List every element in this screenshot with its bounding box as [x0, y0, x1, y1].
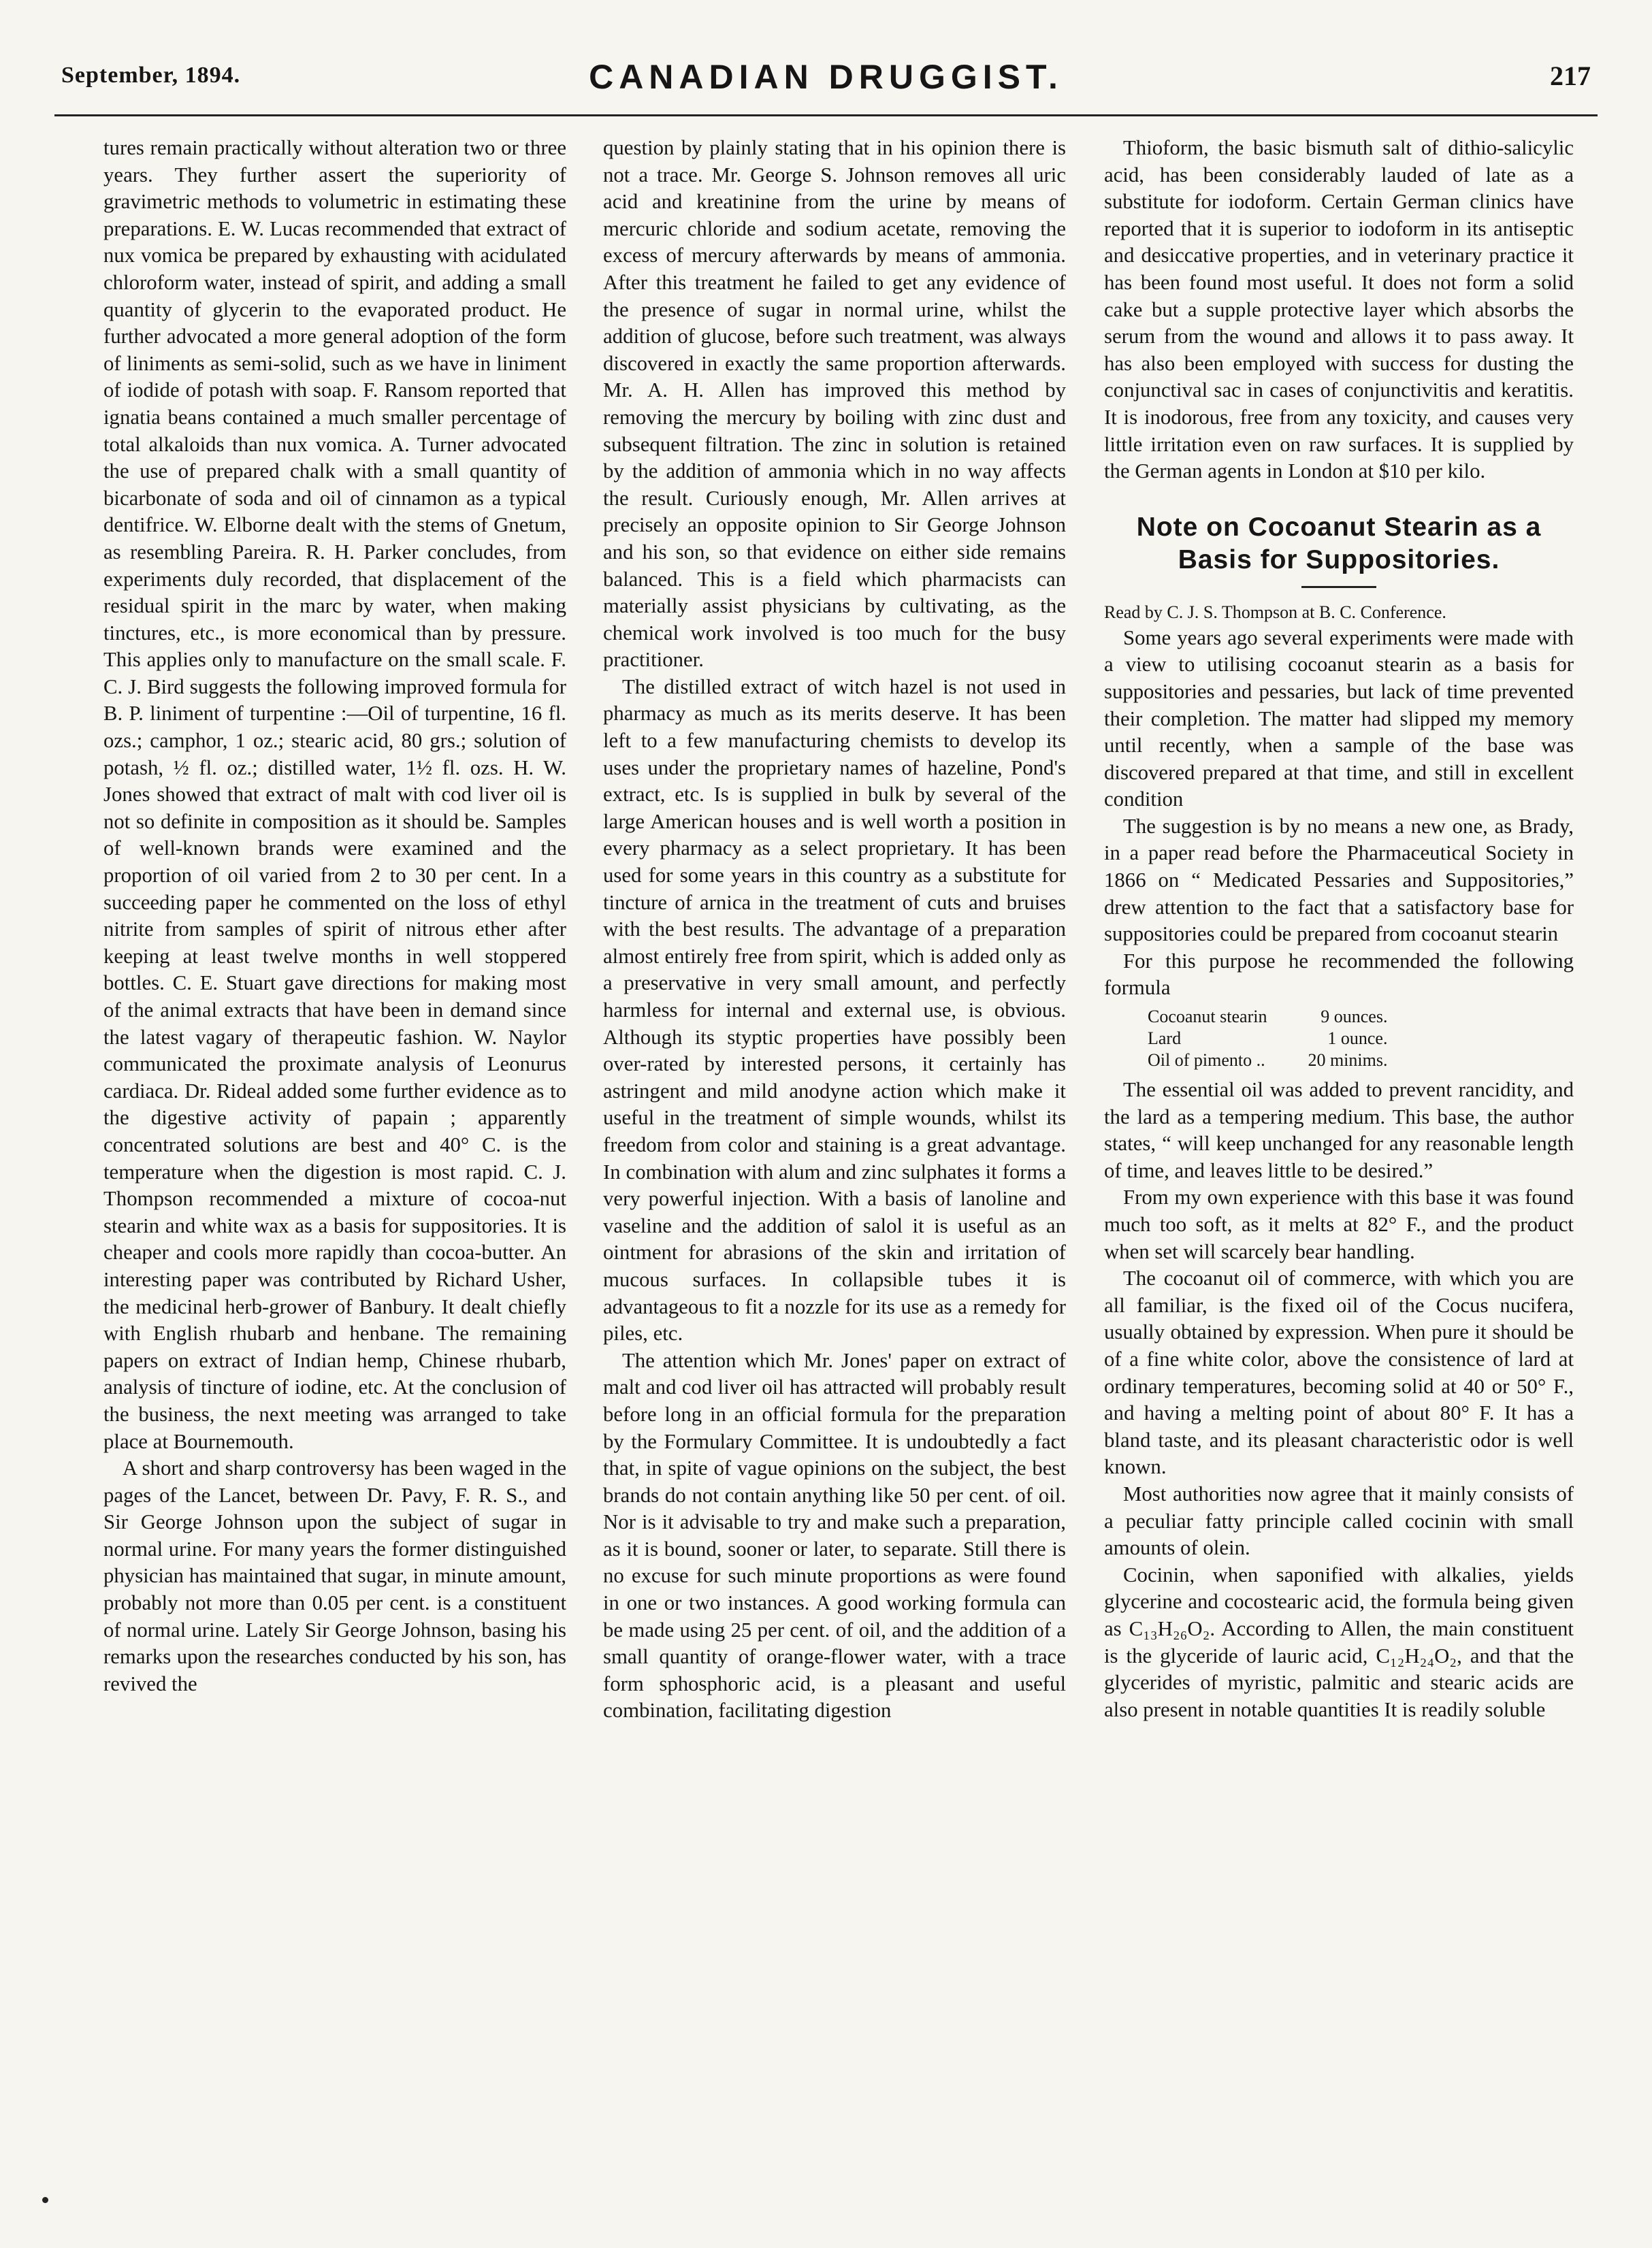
article-title: Note on Cocoanut Stearin as a Basis for Suppositories. [1136, 512, 1542, 574]
column-3 [1104, 135, 1574, 1723]
formula-item: Oil of pimento .. [1148, 1050, 1265, 1071]
ink-mark [42, 2197, 48, 2203]
formula-table [1148, 1006, 1387, 1071]
paragraph: The attention which Mr. Jones' paper on extract of malt and cod liver oil has attracted will probably result before long in an official formula for the preparation by the Formulary Committee. It is undoubtedly a fact that, in spite of vague opinions on the subject, the best brands do not contain anything like 50 per cent. of oil. Nor is it advisable to try and make such a preparation, as it is bound, sooner or later, to separate. Still there is no excuse for such minute proportions as were found in one or two instances. A good working formula can be made using 25 per cent. of oil, and the addition of a small quantity of orange-flower water, with a trace form sphosphoric acid, is a pleasant and useful combination, facilitating digestion [603, 1348, 1066, 1723]
paragraph: Most authorities now agree that it mainly consists of a peculiar fatty principle called cocinin with small amounts of olein. [1104, 1482, 1574, 1560]
paragraph: Some years ago several experiments were made with a view to utilising cocoanut stearin as a basis for suppositories and pessaries, but lack of time prevented their completion. The matter had slipped my memory until recently, when a sample of the base was discovered prepared at that time, and still in excellent condition [1104, 625, 1574, 811]
page-number: 217 [1550, 61, 1591, 91]
formula-row [1148, 1006, 1387, 1028]
paragraph: question by plainly stating that in his opinion there is not a trace. Mr. George S. Johnson removes all uric acid and kreatinine from the urine by means of mercuric chloride and sodium acetate, removing the excess of mercury afterwards by means of ammonia. After this treatment he failed to get any evidence of the presence of sugar in normal urine, whilst the addition of glucose, before such treatment, was always discovered in exactly the same proportion afterwards. Mr. A. H. Allen has improved this method by removing the mercury by boiling with zinc dust and subsequent filtration. The zinc in solution is retained by the addition of ammonia which in no way affects the result. Curiously enough, Mr. Allen arrives at precisely an opposite opinion to Sir George Johnson and his son, so that evidence on either side remains balanced. This is a field which pharmacists can materially assist physicians by cultivating, as the chemical work involved is too much for the busy practitioner. [603, 136, 1066, 672]
paragraph: From my own experience with this base it was found much too soft, as it melts at 82° F., and the product when set will scarcely bear handling. [1104, 1186, 1574, 1263]
paragraph: tures remain practically without alteration two or three years. They further assert the superiority of gravimetric methods to volumetric in estimating these preparations. E. W. Lucas recommended that extract of nux vomica be prepared by exhausting with acidulated chloroform water, instead of spirit, and adding a small quantity of glycerin to the evaporated product. He further advocated a more general adoption of the form of liniments as semi-solid, such as we have in liniment of iodide of potash with soap. F. Ransom reported that ignatia beans contained a much smaller percentage of total alkaloids than nux vomica. A. Turner advocated the use of prepared chalk with a small quantity of bicarbonate of soda and oil of cinnamon as a typical dentifrice. W. Elborne dealt with the stems of Gnetum, as resembling Pareira. R. H. Parker concludes, from experiments duly recorded, that displacement of the residual spirit in the marc by water, when making tinctures, etc., is more economical than by pressure. This applies only to manufacture on the small scale. F. C. J. Bird suggests the following improved formula for B. P. liniment of turpentine :—Oil of turpentine, 16 fl. ozs.; camphor, 1 oz.; stearic acid, 80 grs.; solution of potash, ½ fl. oz.; distilled water, 1½ fl. ozs. H. W. Jones showed that extract of malt with cod liver oil is not so definite in composition as it should be. Samples of well-known brands were examined and the proportion of oil varied from 2 to 30 per cent. In a succeeding paper he commented on the loss of ethyl nitrite from samples of spirit of nitrous ether after keeping at least twelve months in well stoppered bottles. C. E. Stuart gave directions for making most of the animal extracts that have been in demand since the latest vagary of therapeutic fashion. W. Naylor communicated the proximate analysis of Leonurus cardiaca. Dr. Rideal added some further evidence as to the digestive activity of papain ; apparently concentrated solutions are best and 40° C. is the temperature when the digestion is most rapid. C. J. Thompson recommended a mixture of cocoa-nut stearin and white wax as a basis for suppositories. It is cheaper and cools more rapidly than cocoa-butter. An interesting paper was contributed by Richard Usher, the medicinal herb-grower of Banbury. It dealt chiefly with English rhubarb and henbane. The remaining papers on extract of Indian hemp, Chinese rhubarb, analysis of tincture of iodine, etc. At the conclusion of the business, the next meeting was arranged to take place at Bournemouth. [103, 136, 566, 1453]
masthead-title: CANADIAN DRUGGIST. [589, 58, 1063, 96]
title-rule [1301, 586, 1376, 588]
paragraph: The suggestion is by no means a new one, as Brady, in a paper read before the Pharmaceutical Society in 1866 on “ Medicated Pessaries and Suppositories,” drew attention to the fact that a satisfactory base for suppositories could be prepared from cocoanut stearin [1104, 814, 1574, 946]
paragraph: The cocoanut oil of commerce, with which you are all familiar, is the fixed oil of the Cocus nucifera, usually obtained by expression. When pure it should be of a fine white color, above the consistence of lard at ordinary temperatures, becoming solid at 40 or 50° F., and having a melting point of about 80° F. It has a bland taste, and its pleasant characteristic odor is well known. [1104, 1267, 1574, 1479]
formula-quantity: 1 ounce. [1327, 1028, 1388, 1049]
formula-row [1148, 1049, 1387, 1071]
formula-item: Lard [1148, 1028, 1182, 1049]
issue-date: September, 1894. [61, 63, 241, 88]
paragraph: Thioform, the basic bismuth salt of dithio-salicylic acid, has been considerably lauded of late as a substitute for iodoform. Certain German clinics have reported that it is superior to iodoform in its antiseptic and desiccative properties, and in veterinary practice it has been found most useful. It does not form a solid cake but a supple protective layer which absorbs the serum from the wound and allows it to pass away. It has also been employed with success for dusting the conjunctival sac in cases of conjunctivitis and keratitis. It is inodorous, free from any toxicity, and causes very little irritation even on raw surfaces. It is supplied by the German agents in London at $10 per kilo. [1104, 136, 1574, 483]
column-1 [103, 135, 566, 1697]
running-head [48, 58, 1604, 103]
paragraph: For this purpose he recommended the following formula [1104, 949, 1574, 1000]
header-rule [54, 114, 1598, 116]
formula-quantity: 20 minims. [1308, 1050, 1388, 1071]
paragraph: Cocinin, when saponified with alkalies, yields glycerine and cocostearic acid, the formula being given as C₁₃H₂₆O₂. According to Allen, the main constituent is the glyceride of lauric acid, C₁₂H₂₄O₂, and that the glycerides of myristic, palmitic and stearic acids are also present in notable quantities It is readily soluble [1104, 1563, 1574, 1721]
paragraph: A short and sharp controversy has been waged in the pages of the Lancet, between Dr. Pavy, F. R. S., and Sir George Johnson upon the subject of sugar in normal urine. For many years the former distinguished physician has maintained that sugar, in minute amount, probably not more than 0.05 per cent. is a constituent of normal urine. Lately Sir George Johnson, basing his remarks upon the researches conducted by his son, has revived the [103, 1456, 566, 1695]
formula-quantity: 9 ounces. [1321, 1007, 1388, 1027]
formula-row [1148, 1028, 1387, 1049]
column-2 [603, 135, 1066, 1725]
formula-item: Cocoanut stearin [1148, 1007, 1267, 1027]
byline: Read by C. J. S. Thompson at B. C. Conference. [1104, 602, 1446, 622]
paragraph: The distilled extract of witch hazel is not used in pharmacy as much as its merits deserve. It has been left to a few manufacturing chemists to develop its uses under the proprietary names of hazeline, Pond's extract, etc. Is is supplied in bulk by several of the large American houses and is well worth a position in every pharmacy as a select proprietary. It has been used for some years in this country as a substitute for tincture of arnica in the treatment of cuts and bruises with the best results. The advantage of a preparation almost entirely free from spirit, which is added only as a preservative in very small amount, and perfectly harmless for internal and external use, is obvious. Although its styptic properties have possibly been over-rated by interested persons, it certainly has astringent and mild anodyne action which make it useful in the treatment of simple wounds, whilst its freedom from color and staining is a great advantage. In combination with alum and zinc sulphates it forms a very powerful injection. With a basis of lanoline and vaseline and the addition of salol it is useful as an ointment for abrasions of the skin and irritation of mucous surfaces. In collapsible tubes it is advantageous to fit a nozzle for its use as a remedy for piles, etc. [603, 674, 1066, 1346]
paragraph: The essential oil was added to prevent rancidity, and the lard as a tempering medium. This base, the author states, “ will keep unchanged for any reasonable length of time, and leaves little to be desired.” [1104, 1078, 1574, 1182]
